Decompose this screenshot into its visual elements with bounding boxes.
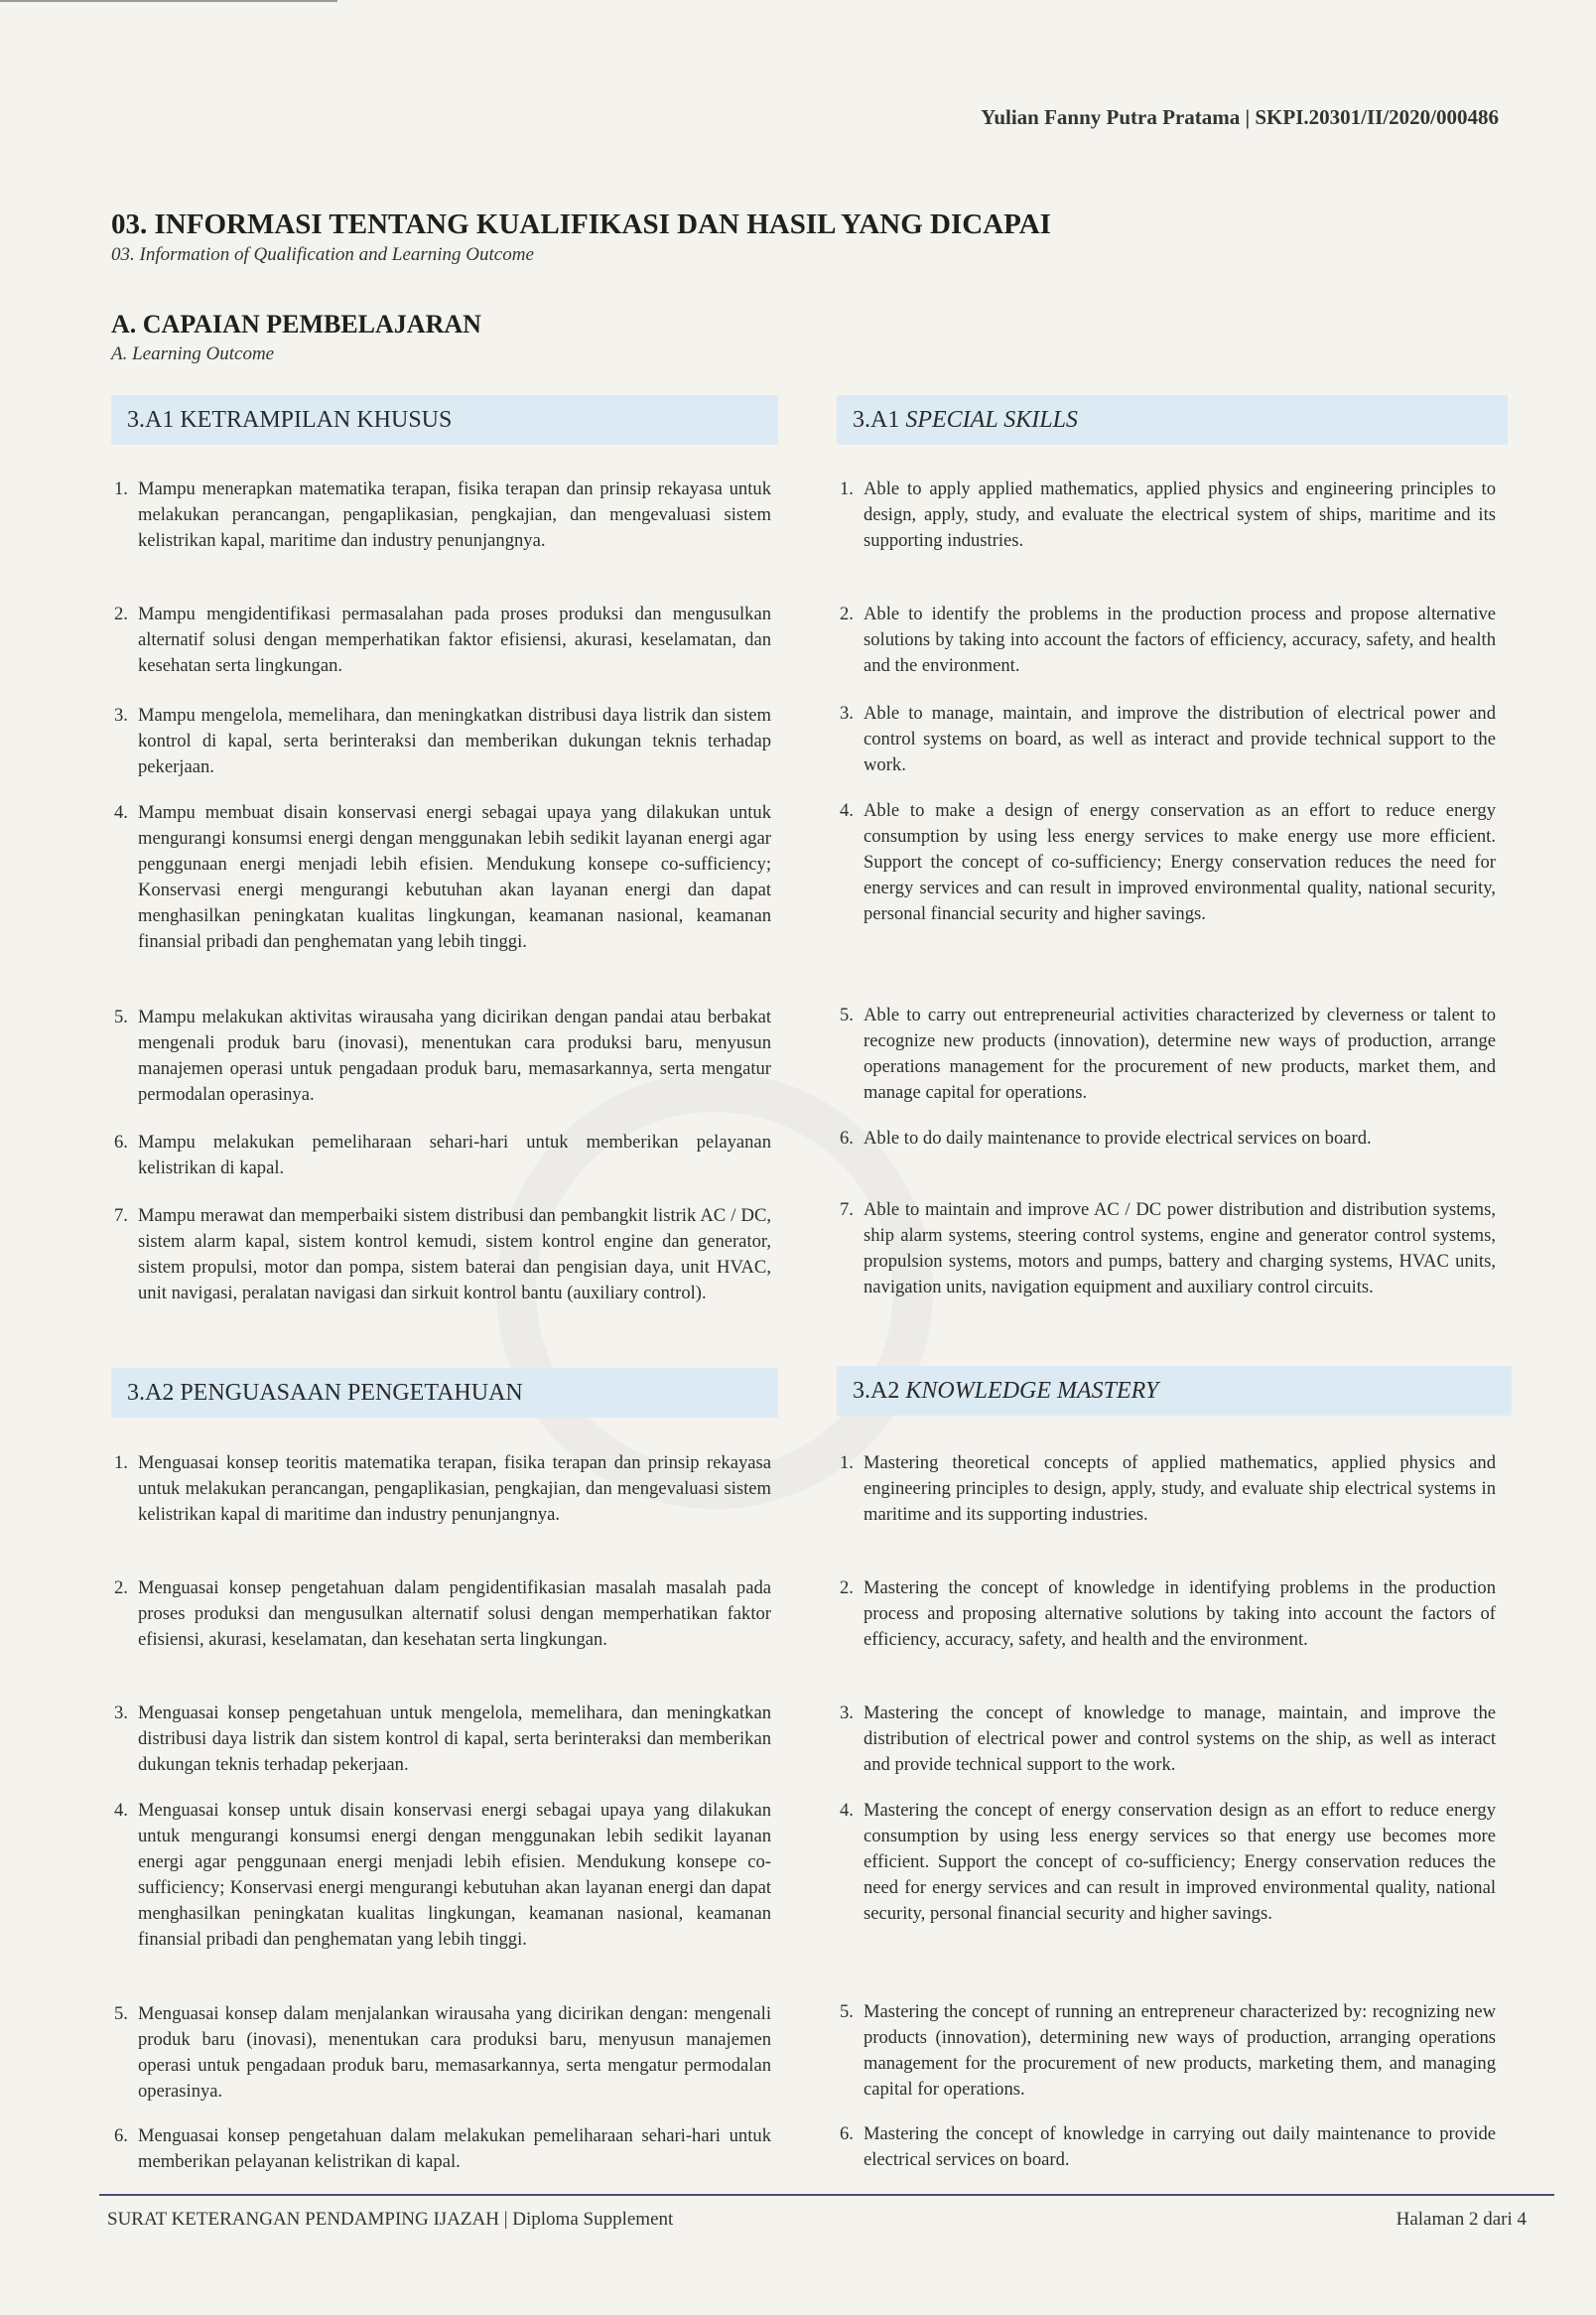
list-item: 2. Able to identify the problems in the production process and propose alternative solutions by taking into account the factors of efficiency, accuracy, safety, and health and the environment. [840, 604, 1496, 676]
document-owner-header: Yulian Fanny Putra Pratama | SKPI.20301/II/2020/000486 [981, 105, 1499, 129]
list-item: 6. Able to do daily maintenance to provide electrical services on board. [840, 1128, 1372, 1149]
list-item: 6. Mampu melakukan pemeliharaan sehari-hari untuk memberikan pelayanan kelistrikan di kapal. [114, 1132, 771, 1178]
footer-page-number: Halaman 2 dari 4 [1396, 2209, 1527, 2230]
a2-left-header [111, 1368, 778, 1418]
a1-right-header-label: SPECIAL SKILLS [905, 406, 1078, 433]
list-item: 5. Able to carry out entrepreneurial activities characterized by cleverness or talent to recognize new products (innovation), determine new ways of production, arrange operations management for the procurement of new products, market them, and manage capital for operations. [840, 1005, 1496, 1103]
list-item: 2. Mampu mengidentifikasi permasalahan pada proses produksi dan mengusulkan alternatif solusi dengan memperhatikan faktor efisiensi, akurasi, keselamatan, dan kesehatan serta lingkungan. [114, 604, 771, 676]
list-item: 3. Able to manage, maintain, and improve the distribution of electrical power and control systems on board, as well as interact and provide technical support to the work. [840, 703, 1496, 775]
list-item: 7. Able to maintain and improve AC / DC power distribution and distribution systems, ship alarm systems, steering control systems, engine and generator control systems, propulsion systems, motors and pumps, battery and charging systems, HVAC units, navigation units, navigation equipment and auxiliary control circuits. [840, 1199, 1496, 1297]
list-item: 1. Mampu menerapkan matematika terapan, fisika terapan dan prinsip rekayasa untuk melakukan perancangan, pengaplikasian, pengkajian, dan mengevaluasi sistem kelistrikan kapal, maritime dan industry penunjangnya. [114, 478, 771, 551]
list-item: 6. Menguasai konsep pengetahuan dalam melakukan pemeliharaan sehari-hari untuk memberikan pelayanan kelistrikan di kapal. [114, 2125, 771, 2172]
subsection-subtitle: A. Learning Outcome [111, 343, 275, 364]
top-rule [0, 0, 337, 2]
list-item: 2. Menguasai konsep pengetahuan dalam pengidentifikasian masalah masalah pada proses produksi dan mengusulkan alternatif solusi dengan memperhatikan faktor efisiensi, akurasi, keselamatan, dan kesehatan serta lingkungan. [114, 1577, 771, 1650]
list-item: 1. Mastering theoretical concepts of applied mathematics, applied physics and engineering principles to design, apply, study, and evaluate ship electrical systems in maritime and its supporting industries. [840, 1452, 1496, 1525]
a2-right-header [837, 1366, 1512, 1416]
a1-right-header [837, 395, 1508, 445]
list-item: 4. Mampu membuat disain konservasi energi sebagai upaya yang dilakukan untuk mengurangi konsumsi energi dengan menggunakan lebih sedikit layanan energi agar penggunaan energi menjadi lebih efisien. Mendukung konsepe co-sufficiency; Konservasi energi mengurangi kebutuhan akan layanan energi dan dapat menghasilkan peningkatan kualitas lingkungan, keamanan nasional, keamanan finansial pribadi dan penghematan yang lebih tinggi. [114, 802, 771, 952]
list-item: 5. Menguasai konsep dalam menjalankan wirausaha yang dicirikan dengan: mengenali produk baru (inovasi), menentukan cara produksi baru, menyusun manajemen operasi untuk pengadaan produk baru, memasarkannya, serta mengatur permodalan operasinya. [114, 2003, 771, 2102]
section-title: 03. INFORMASI TENTANG KUALIFIKASI DAN HASIL YANG DICAPAI [111, 208, 1051, 240]
a2-right-header-prefix: 3.A2 [853, 1377, 900, 1404]
list-item: 7. Mampu merawat dan memperbaiki sistem distribusi dan pembangkit listrik AC / DC, sistem alarm kapal, sistem kontrol kemudi, sistem kontrol engine dan generator, sistem propulsi, motor dan pompa, sistem baterai dan pengisian daya, unit HVAC, unit navigasi, peralatan navigasi dan sirkuit kontrol bantu (auxiliary control). [114, 1205, 771, 1303]
a1-left-header-label: 3.A1 KETRAMPILAN KHUSUS [127, 406, 453, 433]
list-item: 3. Mastering the concept of knowledge to manage, maintain, and improve the distribution of electrical power and control systems on the ship, as well as interact and provide technical support to the work. [840, 1702, 1496, 1775]
list-item: 2. Mastering the concept of knowledge in identifying problems in the production process and proposing alternative solutions by taking into account the factors of efficiency, accuracy, safety, and health and the environment. [840, 1577, 1496, 1650]
a1-right-header-prefix: 3.A1 [853, 406, 900, 433]
list-item: 5. Mampu melakukan aktivitas wirausaha yang dicirikan dengan pandai atau berbakat mengenali produk baru (inovasi), menentukan cara produksi baru, menyusun manajemen operasi untuk pengadaan produk baru, memasarkannya, serta mengatur permodalan operasinya. [114, 1007, 771, 1105]
list-item: 4. Mastering the concept of energy conservation design as an effort to reduce energy consumption by using less energy services so that energy use becomes more efficient. Support the concept of co-sufficiency; Energy conservation reduces the need for energy services and can result in improved environmental quality, national security, personal financial security and higher savings. [840, 1800, 1496, 1924]
a2-left-header-label: 3.A2 PENGUASAAN PENGETAHUAN [127, 1379, 523, 1406]
a1-left-header [111, 395, 778, 445]
subsection-title: A. CAPAIAN PEMBELAJARAN [111, 310, 481, 339]
list-item: 1. Able to apply applied mathematics, applied physics and engineering principles to design, apply, study, and evaluate the electrical system of ships, maritime and its supporting industries. [840, 478, 1496, 551]
list-item: 3. Mampu mengelola, memelihara, dan meningkatkan distribusi daya listrik dan sistem kontrol di kapal, serta berinteraksi dan memberikan dukungan teknis terhadap pekerjaan. [114, 705, 771, 777]
list-item: 6. Mastering the concept of knowledge in carrying out daily maintenance to provide electrical services on board. [840, 2123, 1496, 2170]
list-item: 3. Menguasai konsep pengetahuan untuk mengelola, memelihara, dan meningkatkan distribusi daya listrik dan sistem kontrol di kapal, serta berinteraksi dan memberikan dukungan teknis terhadap pekerjaan. [114, 1702, 771, 1775]
footer-document-name: SURAT KETERANGAN PENDAMPING IJAZAH | Diploma Supplement [107, 2209, 674, 2230]
list-item: 4. Able to make a design of energy conservation as an effort to reduce energy consumption by using less energy services to make energy use more efficient. Support the concept of co-sufficiency; Energy conservation reduces the need for energy services and can result in improved environmental quality, national security, personal financial security and higher savings. [840, 800, 1496, 924]
list-item: 1. Menguasai konsep teoritis matematika terapan, fisika terapan dan prinsip rekayasa untuk melakukan perancangan, pengaplikasian, pengkajian, dan mengevaluasi sistem kelistrikan kapal di maritime dan industry penunjangnya. [114, 1452, 771, 1525]
footer-rule [99, 2194, 1554, 2196]
list-item: 4. Menguasai konsep untuk disain konservasi energi sebagai upaya yang dilakukan untuk mengurangi konsumsi energi dengan menggunakan lebih sedikit layanan energi agar penggunaan energi menjadi lebih efisien. Mendukung konsepe co-sufficiency; Konservasi energi mengurangi kebutuhan akan layanan energi dan dapat menghasilkan peningkatan kualitas lingkungan, keamanan nasional, keamanan finansial pribadi dan penghematan yang lebih tinggi. [114, 1800, 771, 1950]
section-subtitle: 03. Information of Qualification and Learning Outcome [111, 244, 534, 265]
list-item: 5. Mastering the concept of running an entrepreneur characterized by: recognizing new products (innovation), determining new ways of production, arranging operations management for the procurement of new products, marketing them, and managing capital for operations. [840, 2001, 1496, 2100]
a2-right-header-label: KNOWLEDGE MASTERY [905, 1377, 1159, 1404]
